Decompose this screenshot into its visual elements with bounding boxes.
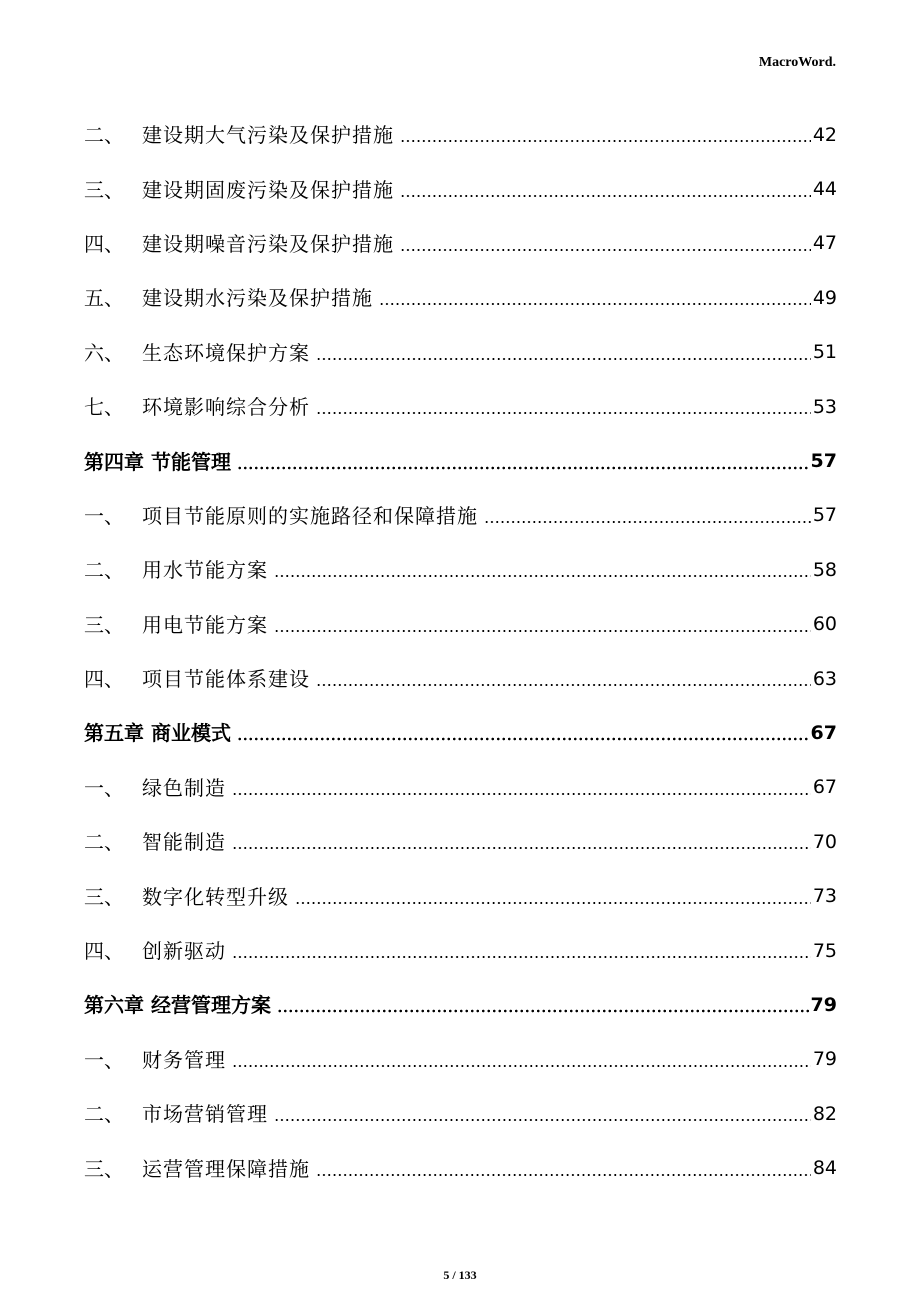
toc-chapter-title: 第五章 商业模式 [84, 721, 231, 746]
toc-entry[interactable] [84, 271, 837, 325]
table-of-contents [84, 108, 837, 1196]
dot-leader [274, 574, 811, 578]
toc-number: 三、 [84, 177, 124, 202]
dot-leader [237, 737, 809, 741]
toc-entry[interactable] [84, 380, 837, 434]
toc-entry[interactable] [84, 543, 837, 597]
toc-title: 市场营销管理 [142, 1102, 268, 1127]
toc-page-number: 53 [812, 395, 837, 418]
dot-leader [400, 194, 811, 198]
toc-title: 创新驱动 [142, 939, 226, 964]
toc-title: 环境影响综合分析 [142, 395, 310, 420]
toc-number: 二、 [84, 830, 124, 855]
dot-leader [232, 792, 811, 796]
header-brand: MacroWord. [758, 55, 836, 70]
dot-leader [232, 846, 811, 850]
toc-number: 三、 [84, 1156, 124, 1181]
toc-number: 二、 [84, 558, 124, 583]
toc-chapter-title: 第四章 节能管理 [84, 449, 231, 474]
toc-number: 二、 [84, 123, 124, 148]
toc-title: 生态环境保护方案 [142, 340, 310, 365]
toc-page-number: 57 [812, 504, 837, 527]
toc-title: 运营管理保障措施 [142, 1156, 310, 1181]
toc-entry[interactable] [84, 108, 837, 162]
toc-page-number: 67 [812, 776, 837, 799]
toc-title: 用水节能方案 [142, 558, 268, 583]
toc-page-number: 79 [812, 1048, 837, 1071]
toc-title: 用电节能方案 [142, 612, 268, 637]
toc-entry[interactable] [84, 1033, 837, 1087]
toc-title: 智能制造 [142, 830, 226, 855]
toc-entry[interactable] [84, 489, 837, 543]
toc-title: 建设期固废污染及保护措施 [142, 177, 394, 202]
toc-entry[interactable] [84, 815, 837, 869]
toc-page-number: 82 [812, 1102, 837, 1125]
toc-number: 三、 [84, 612, 124, 637]
toc-chapter-entry[interactable] [84, 706, 837, 760]
toc-number: 五、 [84, 286, 124, 311]
toc-page-number: 58 [812, 558, 837, 581]
dot-leader [484, 520, 811, 524]
toc-title: 财务管理 [142, 1047, 226, 1072]
toc-number: 七、 [84, 395, 124, 420]
toc-page-number: 49 [812, 286, 837, 309]
page-indicator: 5 / 133 [443, 1268, 477, 1282]
toc-entry[interactable] [84, 1087, 837, 1141]
dot-leader [316, 411, 811, 415]
toc-number: 一、 [84, 503, 124, 528]
toc-entry[interactable] [84, 761, 837, 815]
toc-entry[interactable] [84, 217, 837, 271]
toc-title: 数字化转型升级 [142, 884, 289, 909]
dot-leader [400, 248, 811, 252]
toc-entry[interactable] [84, 598, 837, 652]
toc-page-number: 44 [812, 178, 837, 201]
toc-entry[interactable] [84, 326, 837, 380]
dot-leader [274, 1118, 811, 1122]
dot-leader [316, 357, 811, 361]
toc-number: 四、 [84, 231, 124, 256]
dot-leader [277, 1009, 809, 1013]
toc-page-number: 84 [812, 1157, 837, 1180]
toc-title: 项目节能体系建设 [142, 667, 310, 692]
toc-page-number: 42 [812, 123, 837, 146]
toc-entry[interactable] [84, 869, 837, 923]
toc-page-number: 47 [812, 232, 837, 255]
toc-chapter-entry[interactable] [84, 978, 837, 1032]
toc-number: 二、 [84, 1102, 124, 1127]
toc-title: 绿色制造 [142, 775, 226, 800]
toc-number: 四、 [84, 939, 124, 964]
dot-leader [274, 629, 811, 633]
dot-leader [400, 139, 811, 143]
toc-number: 六、 [84, 340, 124, 365]
toc-number: 三、 [84, 884, 124, 909]
toc-title: 建设期水污染及保护措施 [142, 286, 373, 311]
toc-page-number: 73 [812, 885, 837, 908]
toc-page-number: 60 [812, 613, 837, 636]
toc-title: 建设期噪音污染及保护措施 [142, 231, 394, 256]
dot-leader [295, 901, 811, 905]
toc-page-number: 67 [810, 721, 837, 744]
toc-chapter-entry[interactable] [84, 434, 837, 488]
toc-page-number: 57 [810, 450, 837, 473]
toc-title: 项目节能原则的实施路径和保障措施 [142, 503, 478, 528]
dot-leader [232, 955, 811, 959]
dot-leader [232, 1064, 811, 1068]
toc-entry[interactable] [84, 652, 837, 706]
toc-chapter-title: 第六章 经营管理方案 [84, 993, 271, 1018]
toc-number: 一、 [84, 775, 124, 800]
toc-title: 建设期大气污染及保护措施 [142, 123, 394, 148]
toc-entry[interactable] [84, 162, 837, 216]
toc-page-number: 63 [812, 667, 837, 690]
toc-entry[interactable] [84, 924, 837, 978]
toc-number: 一、 [84, 1047, 124, 1072]
dot-leader [316, 1173, 811, 1177]
toc-page-number: 51 [812, 341, 837, 364]
dot-leader [316, 683, 811, 687]
toc-entry[interactable] [84, 1141, 837, 1195]
toc-number: 四、 [84, 667, 124, 692]
toc-page-number: 75 [812, 939, 837, 962]
toc-page-number: 70 [812, 830, 837, 853]
dot-leader [237, 466, 809, 470]
dot-leader [379, 302, 811, 306]
toc-page-number: 79 [810, 993, 837, 1016]
